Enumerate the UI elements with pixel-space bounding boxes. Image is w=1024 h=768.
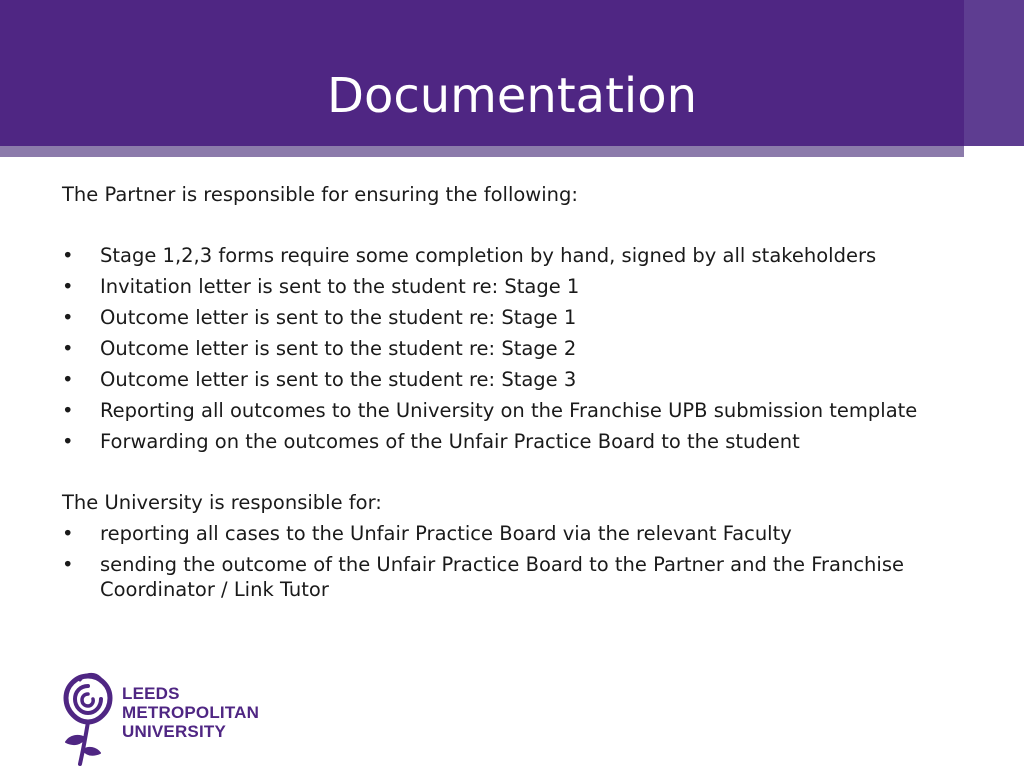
- list-item: [62, 336, 982, 361]
- bullet-icon: •: [62, 306, 74, 329]
- list-item-text: Stage 1,2,3 forms require some completion by hand, signed by all stakeholders: [100, 244, 877, 267]
- list-item-text: Outcome letter is sent to the student re: Stage 1: [100, 306, 577, 329]
- logo-line-metropolitan: METROPOLITAN: [122, 703, 260, 722]
- list-item-text: Invitation letter is sent to the student re: Stage 1: [100, 275, 580, 298]
- list-item-text: Reporting all outcomes to the University on the Franchise UPB submission template: [100, 399, 918, 422]
- header-underline: [0, 146, 964, 157]
- university-logo: [58, 668, 288, 768]
- list-item: [62, 274, 982, 299]
- bullet-icon: •: [62, 399, 74, 422]
- partner-list: [62, 243, 982, 454]
- university-list: [62, 521, 982, 602]
- bullet-icon: •: [62, 522, 74, 545]
- list-item: [62, 429, 982, 454]
- list-item-text: Forwarding on the outcomes of the Unfair Practice Board to the student: [100, 430, 800, 453]
- spacer: [62, 460, 982, 490]
- bullet-icon: •: [62, 368, 74, 391]
- rose-emblem-icon: [58, 668, 118, 768]
- list-item-text: Outcome letter is sent to the student re: Stage 2: [100, 337, 577, 360]
- list-item: [62, 367, 982, 392]
- partner-intro: The Partner is responsible for ensuring the following:: [62, 183, 578, 206]
- university-intro: The University is responsible for:: [62, 491, 382, 514]
- slide-title: Documentation: [326, 68, 698, 124]
- slide-body: [62, 182, 982, 608]
- bullet-icon: •: [62, 553, 74, 576]
- logo-line-university: UNIVERSITY: [122, 722, 227, 741]
- list-item: [62, 552, 982, 602]
- list-item-text: Outcome letter is sent to the student re: Stage 3: [100, 368, 577, 391]
- list-item-text: reporting all cases to the Unfair Practice Board via the relevant Faculty: [100, 522, 792, 545]
- spacer: [62, 213, 982, 243]
- bullet-icon: •: [62, 244, 74, 267]
- bullet-icon: •: [62, 275, 74, 298]
- list-item: [62, 305, 982, 330]
- list-item-text: sending the outcome of the Unfair Practice Board to the Partner and the Franchise Coordinator / Link Tutor: [100, 553, 904, 601]
- list-item: [62, 398, 982, 423]
- list-item: [62, 243, 982, 268]
- list-item: [62, 521, 982, 546]
- logo-wordmark: [122, 684, 259, 741]
- bullet-icon: •: [62, 430, 74, 453]
- logo-line-leeds: LEEDS: [122, 684, 180, 703]
- bullet-icon: •: [62, 337, 74, 360]
